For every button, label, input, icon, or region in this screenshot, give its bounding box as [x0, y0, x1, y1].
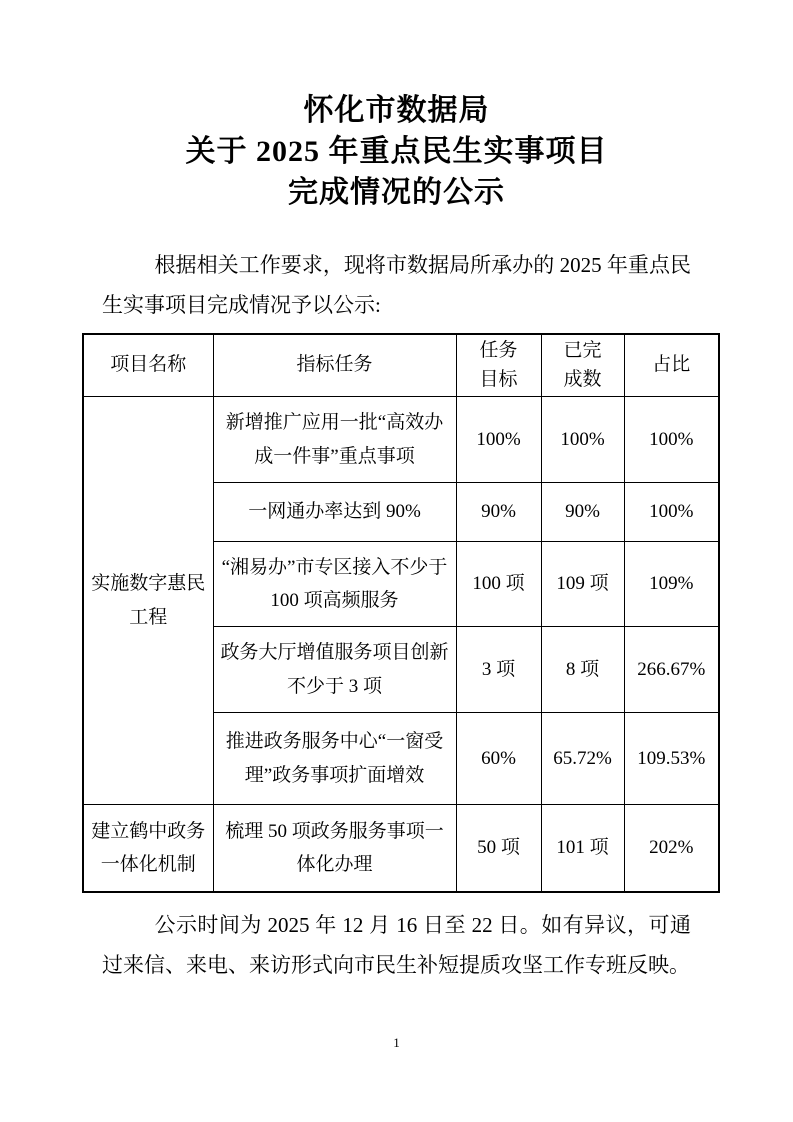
completed-cell: 90% — [541, 483, 624, 542]
completed-cell: 65.72% — [541, 713, 624, 805]
header-cell-project: 项目名称 — [83, 334, 213, 397]
project-cell: 建立鹤中政务一体化机制 — [83, 805, 213, 892]
target-cell: 100% — [456, 397, 541, 483]
task-cell: 推进政务服务中心“一窗受理”政务事项扩面增效 — [213, 713, 456, 805]
results-table — [82, 333, 720, 893]
table-row — [83, 397, 719, 483]
target-cell: 3 项 — [456, 627, 541, 713]
completed-cell: 109 项 — [541, 542, 624, 627]
closing-paragraph: 公示时间为 2025 年 12 月 16 日至 22 日。如有异议，可通过来信、来电、来访形式向市民生补短提质攻坚工作专班反映。 — [102, 912, 691, 977]
target-cell: 100 项 — [456, 542, 541, 627]
document-title — [0, 90, 793, 213]
page-number: 1 — [393, 1035, 400, 1050]
ratio-cell: 202% — [624, 805, 719, 892]
intro-paragraph: 根据相关工作要求，现将市数据局所承办的 2025 年重点民生实事项目完成情况予以公示: — [102, 253, 691, 317]
task-cell: 政务大厅增值服务项目创新不少于 3 项 — [213, 627, 456, 713]
header-cell-ratio: 占比 — [624, 334, 719, 397]
ratio-cell: 100% — [624, 397, 719, 483]
completed-cell: 8 项 — [541, 627, 624, 713]
completed-cell: 100% — [541, 397, 624, 483]
project-cell: 实施数字惠民工程 — [83, 397, 213, 805]
task-cell: 一网通办率达到 90% — [213, 483, 456, 542]
ratio-cell: 109% — [624, 542, 719, 627]
header-cell-target: 任务 目标 — [456, 334, 541, 397]
header-cell-task: 指标任务 — [213, 334, 456, 397]
ratio-cell: 266.67% — [624, 627, 719, 713]
task-cell: 梳理 50 项政务服务事项一体化办理 — [213, 805, 456, 892]
target-cell: 50 项 — [456, 805, 541, 892]
task-cell: 新增推广应用一批“高效办成一件事”重点事项 — [213, 397, 456, 483]
title-line-1: 怀化市数据局 — [303, 94, 490, 127]
ratio-cell: 100% — [624, 483, 719, 542]
title-line-3: 完成情况的公示 — [288, 176, 505, 209]
table-row — [83, 805, 719, 892]
header-cell-completed: 已完 成数 — [541, 334, 624, 397]
target-cell: 60% — [456, 713, 541, 805]
task-cell: “湘易办”市专区接入不少于 100 项高频服务 — [213, 542, 456, 627]
table-header-row — [83, 334, 719, 397]
ratio-cell: 109.53% — [624, 713, 719, 805]
title-line-2: 关于 2025 年重点民生实事项目 — [185, 135, 608, 168]
completed-cell: 101 项 — [541, 805, 624, 892]
target-cell: 90% — [456, 483, 541, 542]
